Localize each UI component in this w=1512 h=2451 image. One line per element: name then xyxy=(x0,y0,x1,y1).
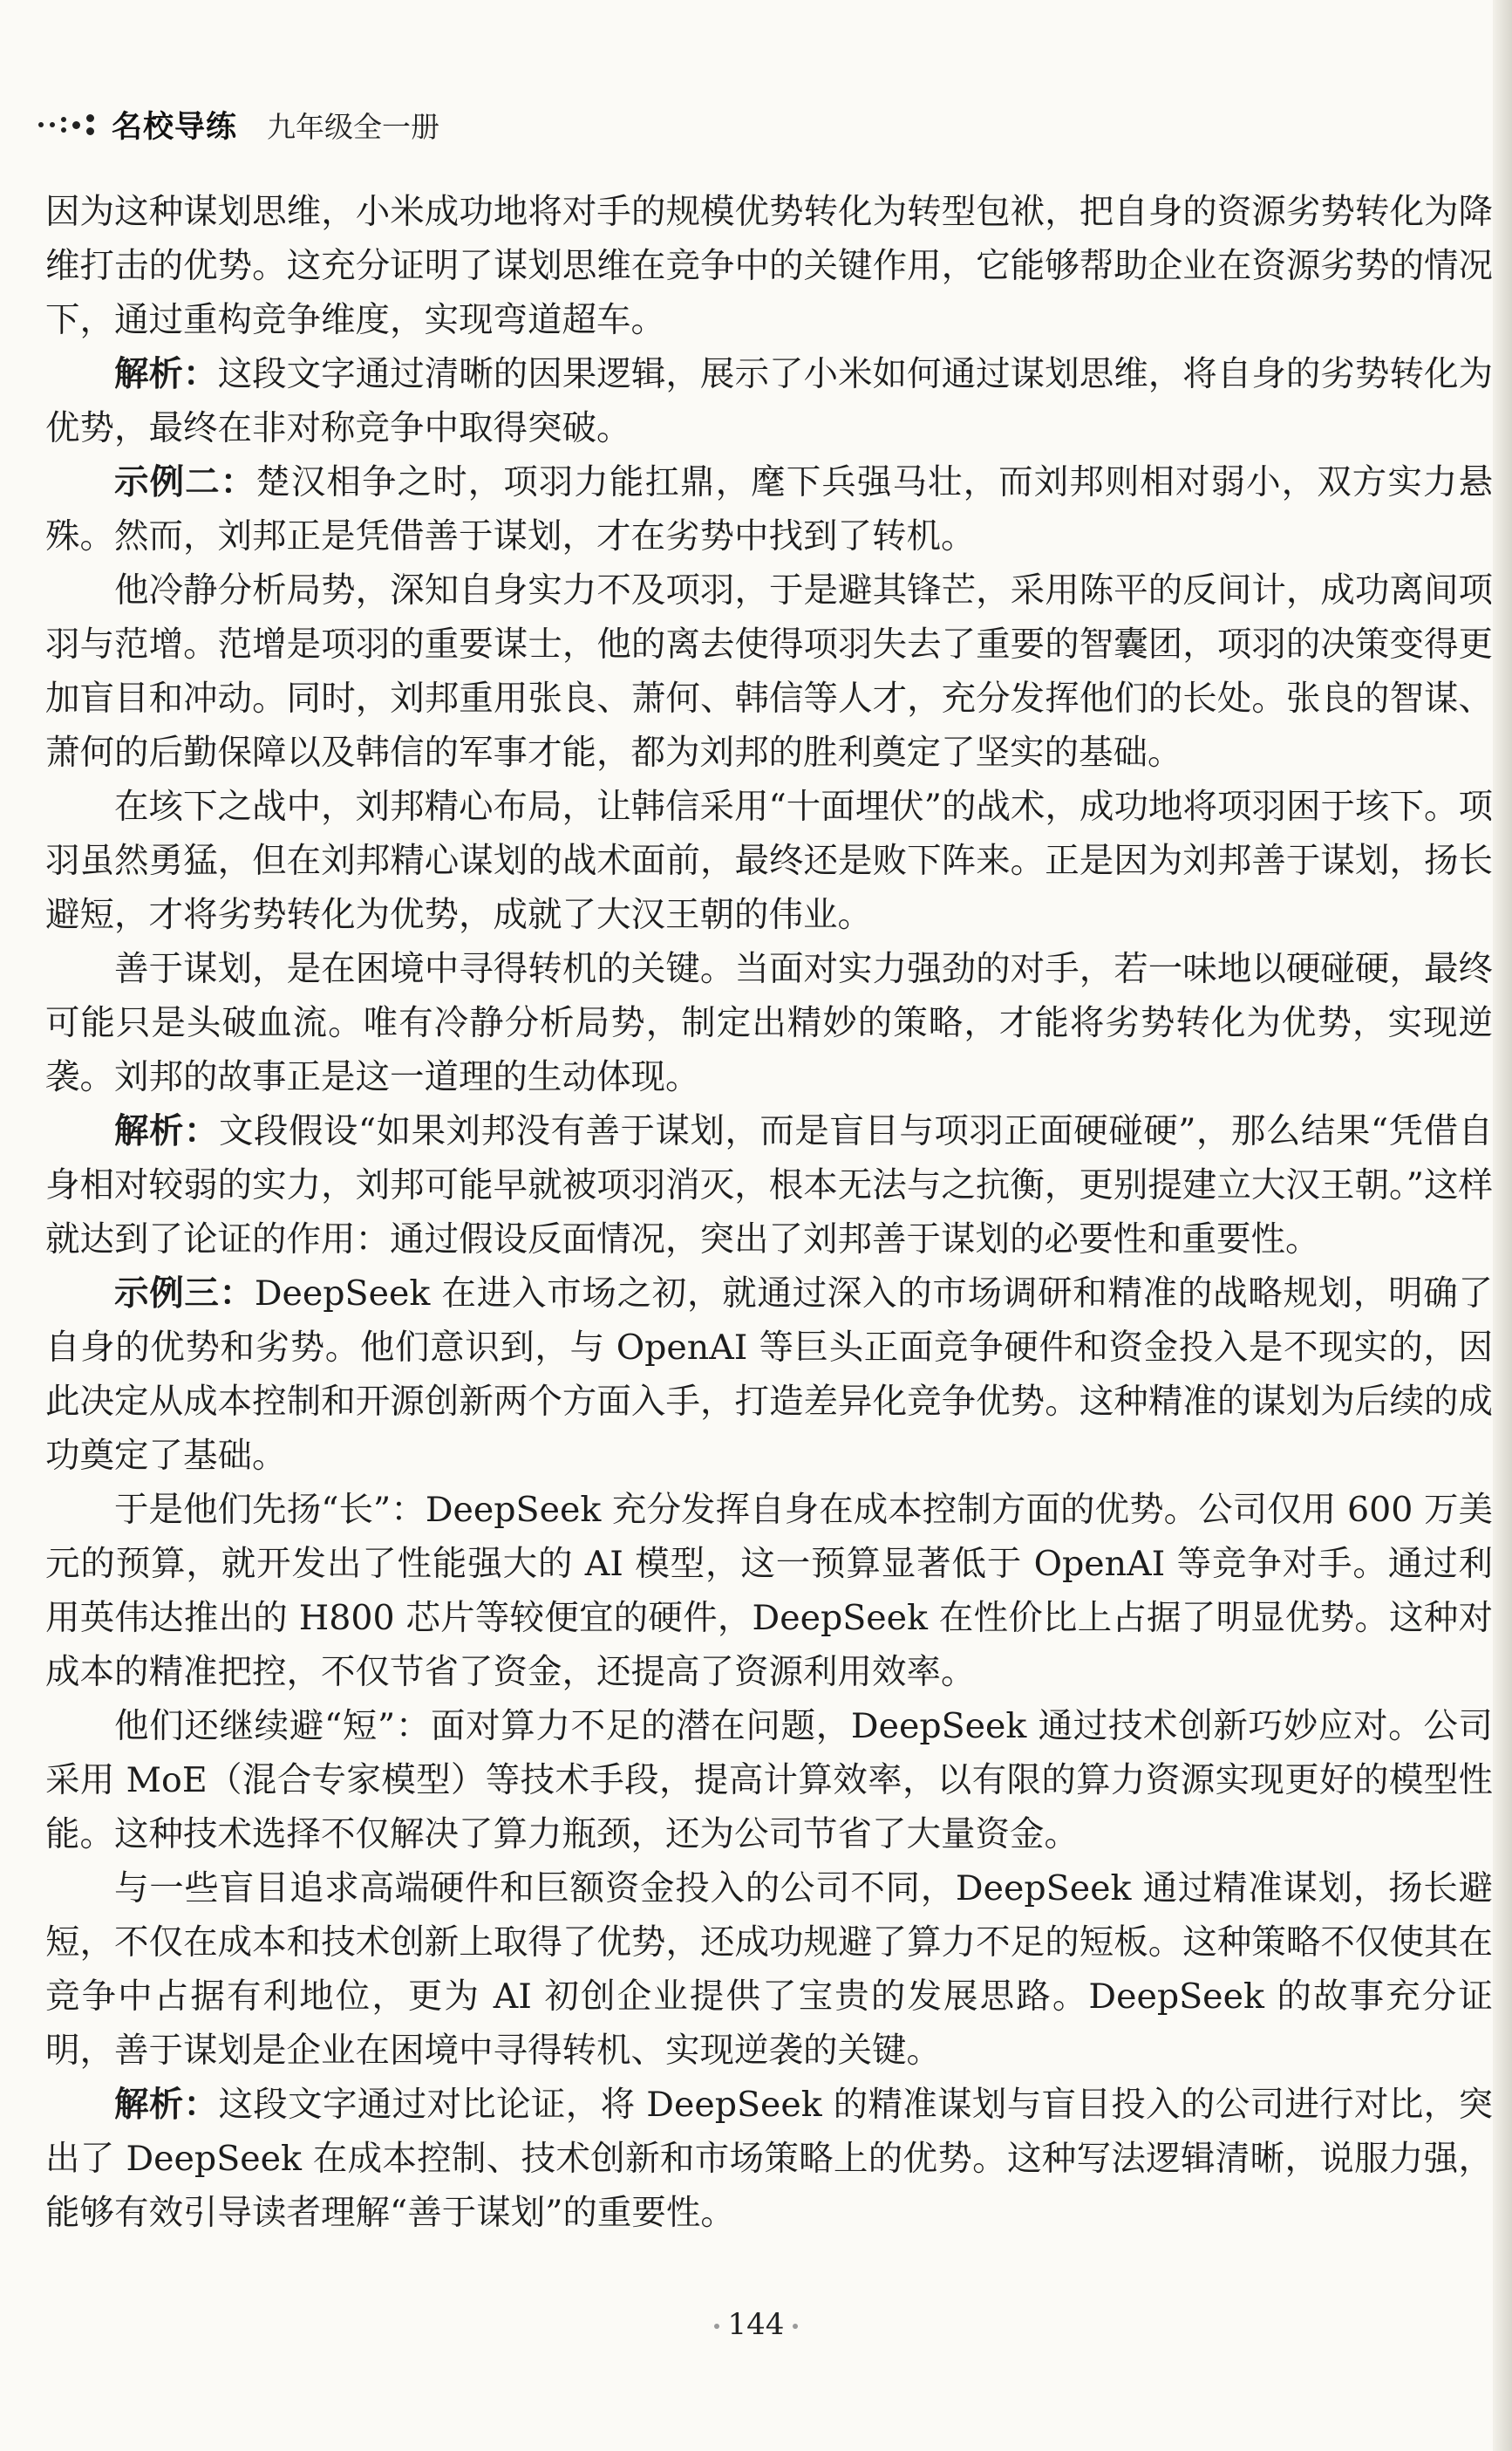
paragraph-text: 与一些盲目追求高端硬件和巨额资金投入的公司不同，DeepSeek 通过精准谋划，扬长避短，不仅在成本和技术创新上取得了优势，还成功规避了算力不足的短板。这种策略不仅使其在竞争中占据有利地位，更为 AI 初创企业提供了宝贵的发展思路。DeepSeek 的故事充分证明，善于谋划是企业在困境中寻得转机、实现逆袭的关键。 xyxy=(45,1868,1493,2071)
page-number-dot-icon xyxy=(714,2324,719,2329)
paragraph xyxy=(45,780,1493,942)
running-header xyxy=(38,103,439,147)
series-title: 名校导练 xyxy=(112,110,238,145)
example-paragraph xyxy=(45,1266,1493,1483)
paragraph xyxy=(45,942,1493,1104)
paragraph-text: 这段文字通过对比论证，将 DeepSeek 的精准谋划与盲目投入的公司进行对比，突出了 DeepSeek 在成本控制、技术创新和市场策略上的优势。这种写法逻辑清晰，说服力强，能够有效引导读者理解“善于谋划”的重要性。 xyxy=(45,2085,1493,2233)
paragraph xyxy=(45,1861,1493,2078)
paragraph-text: 因为这种谋划思维，小米成功地将对手的规模优势转化为转型包袱，把自身的资源劣势转化为降维打击的优势。这充分证明了谋划思维在竞争中的关键作用，它能够帮助企业在资源劣势的情况下，通过重构竞争维度，实现弯道超车。 xyxy=(45,192,1493,340)
analysis-paragraph xyxy=(45,1104,1493,1266)
analysis-label: 解析： xyxy=(114,1111,219,1151)
paragraph xyxy=(45,563,1493,780)
paragraph-text: 楚汉相争之时，项羽力能扛鼎，麾下兵强马壮，而刘邦则相对弱小，双方实力悬殊。然而，刘邦正是凭借善于谋划，才在劣势中找到了转机。 xyxy=(45,462,1494,556)
paragraph-text: DeepSeek 在进入市场之初，就通过深入的市场调研和精准的战略规划，明确了自身的优势和劣势。他们意识到，与 OpenAI 等巨头正面竞争硬件和资金投入是不现实的，因此决定从成本控制和开源创新两个方面入手，打造差异化竞争优势。这种精准的谋划为后续的成功奠定了基础。 xyxy=(45,1273,1494,1476)
paragraph-text: 文段假设“如果刘邦没有善于谋划，而是盲目与项羽正面硬碰硬”，那么结果“凭借自身相对较弱的实力，刘邦可能早就被项羽消灭，根本无法与之抗衡，更别提建立大汉王朝。”这样就达到了论证的作用：通过假设反面情况，突出了刘邦善于谋划的必要性和重要性。 xyxy=(45,1111,1494,1260)
analysis-paragraph xyxy=(45,2078,1493,2240)
paragraph-text: 这段文字通过清晰的因果逻辑，展示了小米如何通过谋划思维，将自身的劣势转化为优势，最终在非对称竞争中取得突破。 xyxy=(45,354,1494,448)
example-paragraph xyxy=(45,455,1493,563)
analysis-label: 解析： xyxy=(114,354,218,394)
paragraph xyxy=(45,185,1493,347)
paragraph-text: 在垓下之战中，刘邦精心布局，让韩信采用“十面埋伏”的战术，成功地将项羽困于垓下。项羽虽然勇猛，但在刘邦精心谋划的战术面前，最终还是败下阵来。正是因为刘邦善于谋划，扬长避短，才将劣势转化为优势，成就了大汉王朝的伟业。 xyxy=(45,787,1493,935)
paragraph xyxy=(45,1483,1493,1699)
header-dots-icon xyxy=(38,114,94,135)
example-label: 示例三： xyxy=(114,1273,255,1314)
paragraph-text: 他冷静分析局势，深知自身实力不及项羽，于是避其锋芒，采用陈平的反间计，成功离间项羽与范增。范增是项羽的重要谋士，他的离去使得项羽失去了重要的智囊团，项羽的决策变得更加盲目和冲动。同时，刘邦重用张良、萧何、韩信等人才，充分发挥他们的长处。张良的智谋、萧何的后勤保障以及韩信的军事才能，都为刘邦的胜利奠定了坚实的基础。 xyxy=(45,570,1493,773)
paragraph-text: 他们还继续避“短”：面对算力不足的潜在问题，DeepSeek 通过技术创新巧妙应对。公司采用 MoE（混合专家模型）等技术手段，提高计算效率，以有限的算力资源实现更好的模型性能。这种技术选择不仅解决了算力瓶颈，还为公司节省了大量资金。 xyxy=(45,1706,1493,1854)
page-number-text: 144 xyxy=(727,2307,785,2342)
page-number-dot-icon xyxy=(793,2324,798,2329)
paragraph xyxy=(45,1699,1493,1861)
analysis-paragraph xyxy=(45,347,1493,455)
page-number xyxy=(0,2307,1512,2342)
paragraph-text: 善于谋划，是在困境中寻得转机的关键。当面对实力强劲的对手，若一味地以硬碰硬，最终可能只是头破血流。唯有冷静分析局势，制定出精妙的策略，才能将劣势转化为优势，实现逆袭。刘邦的故事正是这一道理的生动体现。 xyxy=(45,949,1493,1097)
page-body xyxy=(45,185,1493,2240)
paragraph-text: 于是他们先扬“长”：DeepSeek 充分发挥自身在成本控制方面的优势。公司仅用 600 万美元的预算，就开发出了性能强大的 AI 模型，这一预算显著低于 OpenAI 等竞争对手。通过利用英伟达推出的 H800 芯片等较便宜的硬件，DeepSeek 在性价比上占据了明显优势。这种对成本的精准把控，不仅节省了资金，还提高了资源利用效率。 xyxy=(45,1490,1493,1692)
book-subtitle: 九年级全一册 xyxy=(267,109,440,144)
analysis-label: 解析： xyxy=(114,2085,219,2125)
page-edge xyxy=(1493,0,1512,2451)
example-label: 示例二： xyxy=(114,462,256,502)
